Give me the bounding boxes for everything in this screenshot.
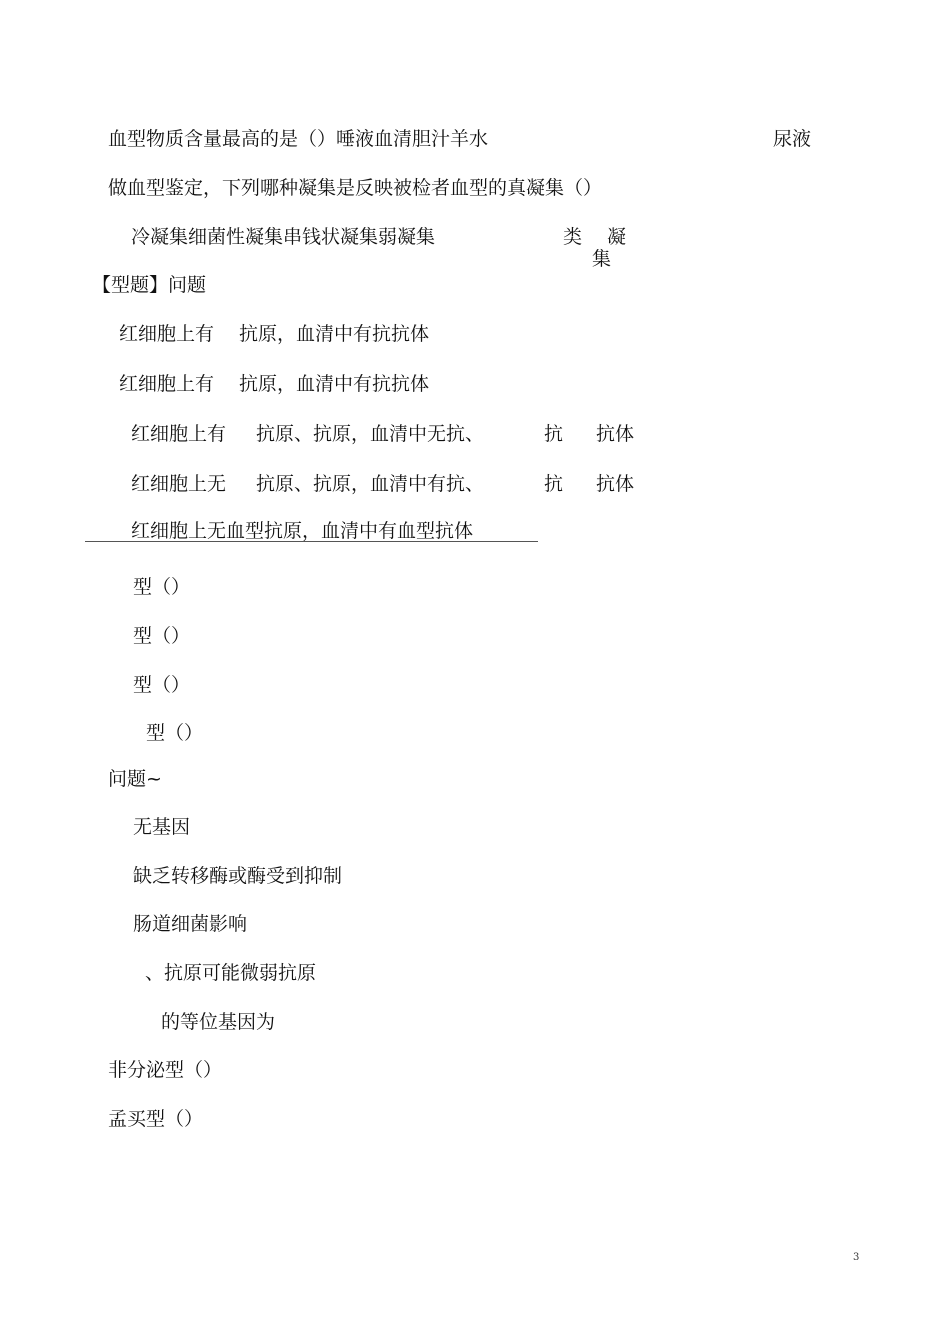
option-tail-lei: 类 (563, 226, 583, 248)
antigen-option-2-b: 抗原，血清中有抗抗体 (239, 373, 430, 395)
cause-option-2: 缺乏转移酶或酶受到抑制 (133, 865, 343, 887)
cause-option-1: 无基因 (133, 816, 191, 838)
antigen-option-5: 红细胞上无血型抗原，血清中有血型抗体 (131, 520, 474, 542)
type-question-1: 型（） (133, 576, 191, 598)
antigen-option-1-b: 抗原，血清中有抗抗体 (239, 323, 430, 345)
section-header: 【型题】问题 (92, 274, 207, 296)
page-number: 3 (853, 1252, 860, 1263)
clipped-char-container (592, 248, 612, 270)
antigen-option-4-b: 抗原、抗原，血清中有抗、 (256, 473, 485, 495)
question-nonsecretor: 非分泌型（） (108, 1059, 223, 1081)
type-question-4: 型（） (146, 722, 204, 744)
agglutination-options: 冷凝集细菌性凝集串钱状凝集弱凝集 (131, 226, 436, 248)
option-tail-ji: 集 (592, 248, 612, 270)
question-header: 问题~ (108, 768, 162, 790)
antigen-option-4-a: 红细胞上无 (131, 473, 227, 495)
antigen-option-4-d: 抗体 (596, 473, 635, 495)
antigen-option-2-a: 红细胞上有 (119, 373, 215, 395)
antigen-option-3-b: 抗原、抗原，血清中无抗、 (256, 423, 485, 445)
antigen-option-1-a: 红细胞上有 (119, 323, 215, 345)
cause-option-4: 、抗原可能微弱抗原 (145, 962, 317, 984)
cause-option-3: 肠道细菌影响 (133, 913, 248, 935)
option-tail-ning: 凝 (607, 226, 627, 248)
type-question-3: 型（） (133, 674, 191, 696)
antigen-option-3-a: 红细胞上有 (131, 423, 227, 445)
type-question-2: 型（） (133, 625, 191, 647)
antigen-option-3-d: 抗体 (596, 423, 635, 445)
cause-option-5: 的等位基因为 (161, 1011, 276, 1033)
option-urine: 尿液 (773, 128, 812, 150)
question-blood-group-substance: 血型物质含量最高的是（）唾液血清胆汁羊水 (108, 128, 489, 150)
antigen-option-3-c: 抗 (544, 423, 564, 445)
question-bombay: 孟买型（） (108, 1108, 204, 1130)
question-true-agglutination: 做血型鉴定，下列哪种凝集是反映被检者血型的真凝集（） (108, 177, 603, 199)
antigen-option-4-c: 抗 (544, 473, 564, 495)
divider-line (85, 541, 538, 542)
